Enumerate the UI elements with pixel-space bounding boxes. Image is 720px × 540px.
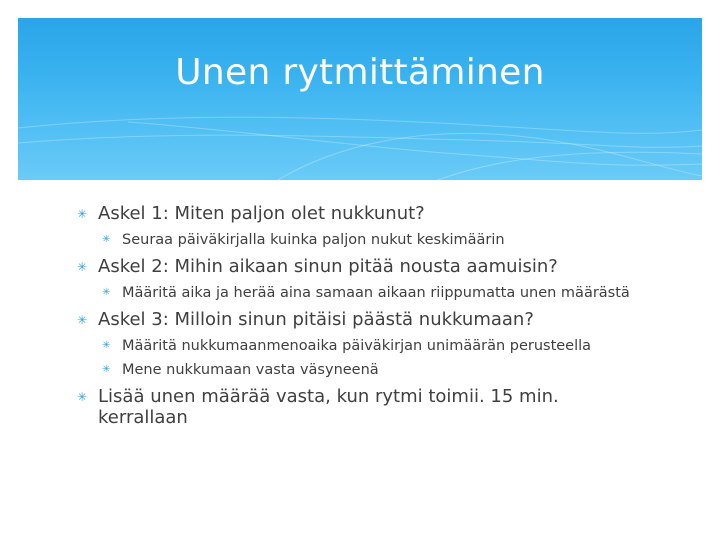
slide-title: Unen rytmittäminen (175, 52, 545, 93)
sub-bullet-item (76, 285, 636, 301)
bullet-list (76, 203, 636, 436)
sub-bullet-text: Määritä nukkumaanmenoaika päiväkirjan unimäärän perusteella (122, 338, 592, 354)
bullet-item (76, 386, 636, 428)
sub-bullet-item (76, 338, 636, 354)
asterisk-icon: ✳ (102, 364, 111, 375)
bullet-text: Askel 1: Miten paljon olet nukkunut? (98, 203, 425, 224)
bullet-text: Askel 2: Mihin aikaan sinun pitää nousta aamuisin? (98, 256, 558, 277)
sub-bullet-item (76, 362, 636, 378)
sub-bullet-item (76, 232, 636, 248)
asterisk-icon: ✳ (77, 260, 88, 274)
asterisk-icon: ✳ (77, 207, 88, 221)
asterisk-icon: ✳ (102, 287, 111, 298)
bullet-item (76, 309, 636, 330)
sub-bullet-text: Seuraa päiväkirjalla kuinka paljon nukut keskimäärin (122, 232, 505, 248)
asterisk-icon: ✳ (102, 340, 111, 351)
asterisk-icon: ✳ (77, 313, 88, 327)
bullet-text: Lisää unen määrää vasta, kun rytmi toimii. 15 min. kerrallaan (98, 386, 559, 428)
bullet-text: Askel 3: Milloin sinun pitäisi päästä nukkumaan? (98, 309, 534, 330)
sub-bullet-text: Mene nukkumaan vasta väsyneenä (122, 362, 379, 378)
bullet-item (76, 256, 636, 277)
sub-bullet-text: Määritä aika ja herää aina samaan aikaan riippumatta unen määrästä (122, 285, 630, 301)
asterisk-icon: ✳ (77, 390, 88, 404)
banner-decoration (18, 18, 702, 180)
title-banner (18, 18, 702, 180)
asterisk-icon: ✳ (102, 234, 111, 245)
bullet-item (76, 203, 636, 224)
